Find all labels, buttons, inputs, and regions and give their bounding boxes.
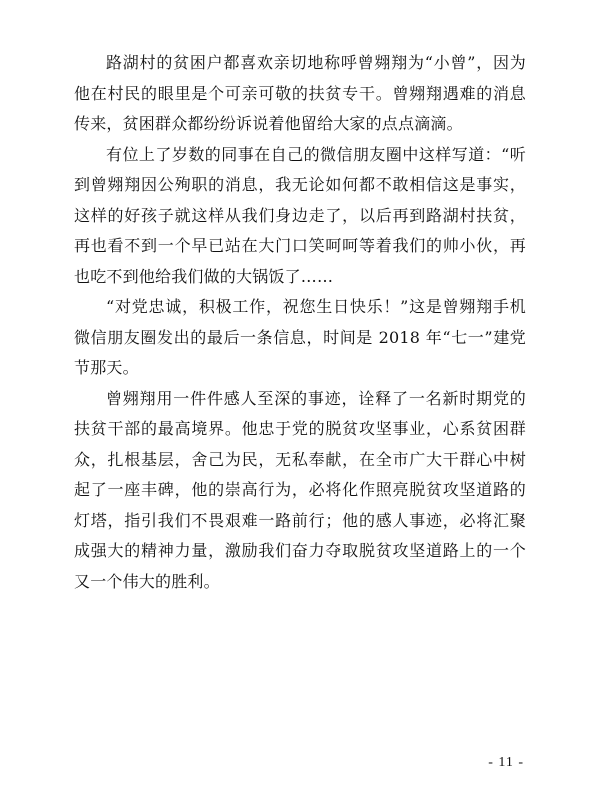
paragraph-3: “对党忠诚，积极工作，祝您生日快乐！”这是曾翙翔手机微信朋友圈发出的最后一条信息，时间是 2018 年“七一”建党节那天。 bbox=[74, 297, 526, 377]
paragraph-1: 路湖村的贫困户都喜欢亲切地称呼曾翙翔为“小曾”，因为他在村民的眼里是个可亲可敬的扶贫专干。曾翙翔遇难的消息传来，贫困群众都纷纷诉说着他留给大家的点点滴滴。 bbox=[74, 53, 526, 133]
page-number: - 11 - bbox=[488, 755, 524, 770]
paragraph-4: 曾翙翔用一件件感人至深的事迹，诠释了一名新时期党的扶贫干部的最高境界。他忠于党的脱贫攻坚事业，心系贫困群众，扎根基层，舍己为民，无私奉献，在全市广大干群心中树起了一座丰碑，他的崇高行为，必将化作照亮脱贫攻坚道路的灯塔，指引我们不畏艰难一路前行；他的感人事迹，必将汇聚成强大的精神力量，激励我们奋力夺取脱贫攻坚道路上的一个又一个伟大的胜利。 bbox=[74, 388, 526, 591]
paragraph-2: 有位上了岁数的同事在自己的微信朋友圈中这样写道：“听到曾翙翔因公殉职的消息，我无论如何都不敢相信这是事实，这样的好孩子就这样从我们身边走了，以后再到路湖村扶贫，再也看不到一个早已站在大门口笑呵呵等着我们的帅小伙，再也吃不到他给我们做的大锅饭了…… bbox=[74, 144, 526, 286]
document-body bbox=[74, 48, 526, 597]
